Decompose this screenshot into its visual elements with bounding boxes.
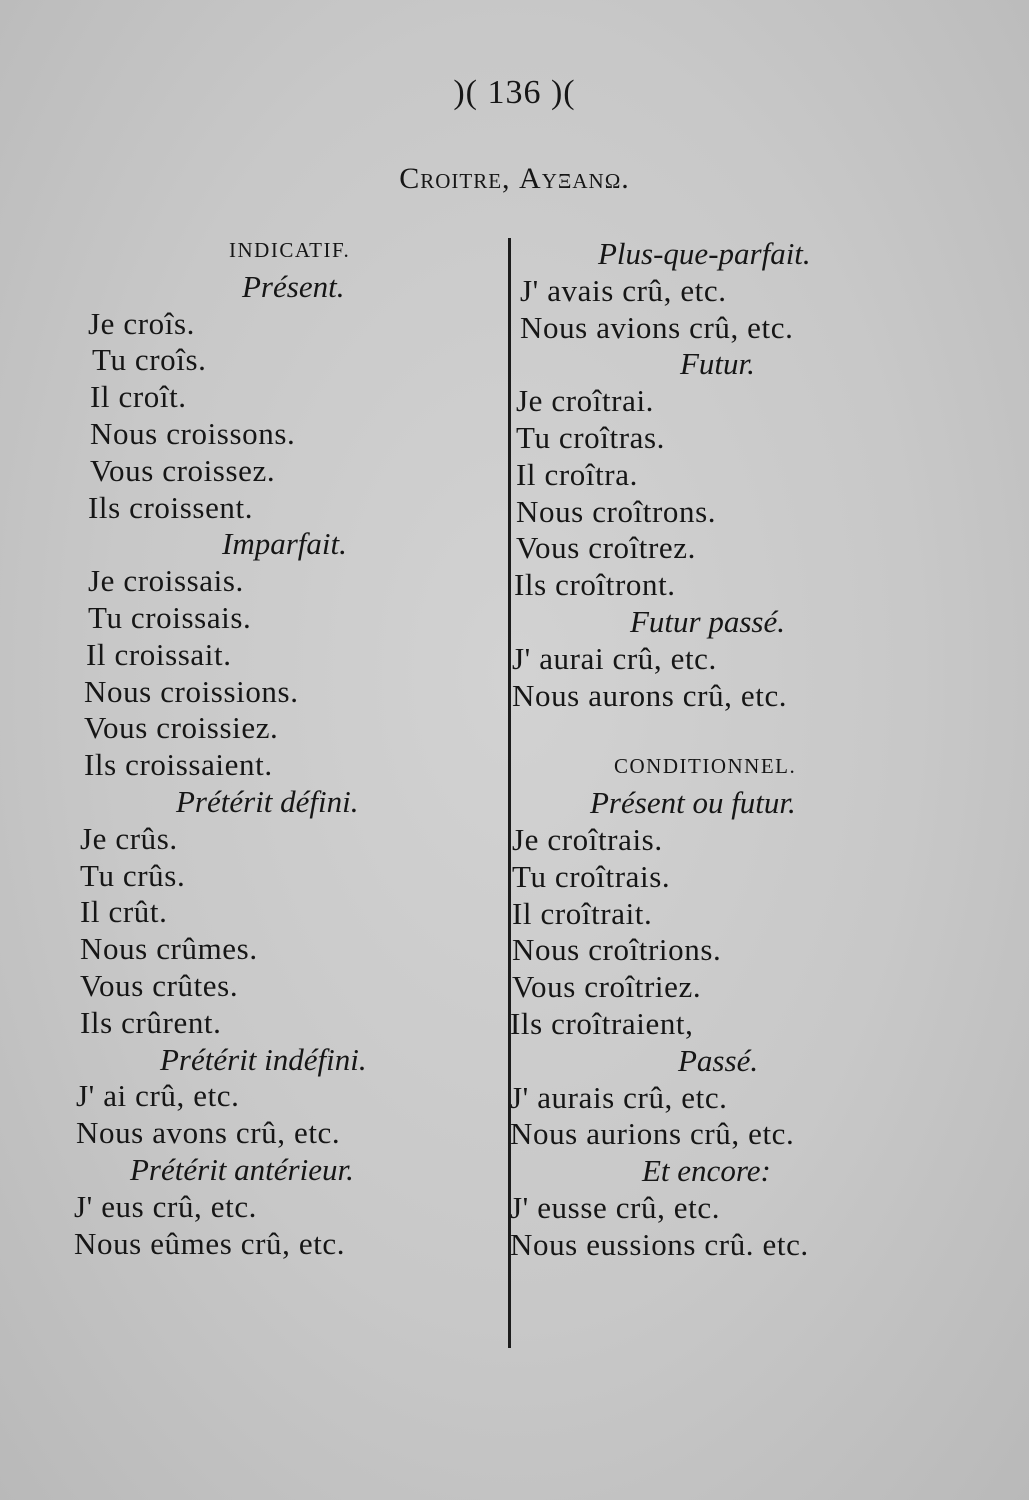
conjugation-line: Nous avons crû, etc. [76,1115,341,1151]
conjugation-line: Ils croissaient. [84,747,273,783]
mood-heading-indicatif: INDICATIF. [229,238,351,262]
conjugation-line: Tu croîtrais. [512,858,671,894]
conjugation-line: J' ai crû, etc. [76,1078,240,1114]
conjugation-line: Nous croîtrions. [512,932,722,968]
right-column [510,236,870,1264]
conjugation-line: J' aurais crû, etc. [510,1079,728,1115]
conjugation-line: Ils crûrent. [80,1004,222,1040]
conjugation-line: Nous croîtrons. [516,493,717,529]
conjugation-line: Je croîtrai. [516,383,655,419]
tense-heading-et-encore: Et encore: [642,1153,771,1189]
conjugation-line: Nous croissions. [84,673,299,709]
conjugation-line: J' avais crû, etc. [520,272,727,308]
tense-heading-passe: Passé. [678,1042,759,1078]
tense-heading-present-ou-futur: Présent ou futur. [590,785,796,821]
mood-heading-conditionnel: CONDITIONNEL. [614,754,797,779]
conjugation-line: Nous avions crû, etc. [520,309,794,345]
conjugation-line: Il croît. [90,379,187,415]
conjugation-line: Je croîs. [88,305,195,341]
tense-heading-preterit-defini: Prétérit défini. [176,783,359,819]
conjugation-line: Tu croîs. [92,342,207,378]
tense-heading-present: Présent. [242,268,345,304]
conjugation-line: Je crûs. [80,820,178,856]
conjugation-line: Je croissais. [88,563,244,599]
tense-heading-preterit-indefini: Prétérit indéfini. [160,1041,367,1077]
section-gap [510,714,870,748]
conjugation-line: J' eusse crû, etc. [510,1189,721,1225]
conjugation-line: Nous eussions crû. etc. [510,1226,809,1262]
conjugation-line: Vous croissez. [90,452,276,488]
conjugation-line: Vous croîtrez. [516,530,697,566]
conjugation-line: Tu croîtras. [516,419,666,455]
conjugation-line: Vous croissiez. [84,710,279,746]
tense-heading-preterit-anterieur: Prétérit antérieur. [130,1151,354,1187]
conjugation-line: Tu croissais. [88,599,252,635]
conjugation-line: Vous croîtriez. [512,969,702,1005]
left-column [74,232,494,1262]
conjugation-line: Nous eûmes crû, etc. [74,1225,346,1261]
conjugation-line: Ils croissent. [88,489,254,525]
conjugation-line: J' aurai crû, etc. [512,640,717,676]
conjugation-line: Nous crûmes. [80,931,258,967]
conjugation-line: J' eus crû, etc. [74,1188,258,1224]
tense-heading-futur-passe: Futur passé. [630,603,785,639]
tense-heading-imparfait: Imparfait. [222,526,347,562]
conjugation-line: Je croîtrais. [512,821,663,857]
conjugation-line: Nous croissons. [90,415,296,451]
conjugation-line: Il croîtrait. [512,895,653,931]
tense-heading-plus-que-parfait: Plus-que-parfait. [598,236,811,271]
conjugation-line: Ils croîtraient, [510,1005,694,1041]
conjugation-line: Il croissait. [86,636,232,672]
conjugation-line: Vous crûtes. [80,967,239,1003]
conjugation-line: Ils croîtront. [514,567,676,603]
page-title: Croitre, Αυξανω. [399,162,630,195]
conjugation-line: Il croîtra. [516,456,638,492]
conjugation-line: Nous aurons crû, etc. [512,677,788,713]
conjugation-line: Il crût. [80,894,168,930]
page-number: )( 136 )( [453,74,576,111]
tense-heading-futur: Futur. [680,346,755,382]
conjugation-line: Tu crûs. [80,857,186,893]
conjugation-line: Nous aurions crû, etc. [510,1116,795,1152]
